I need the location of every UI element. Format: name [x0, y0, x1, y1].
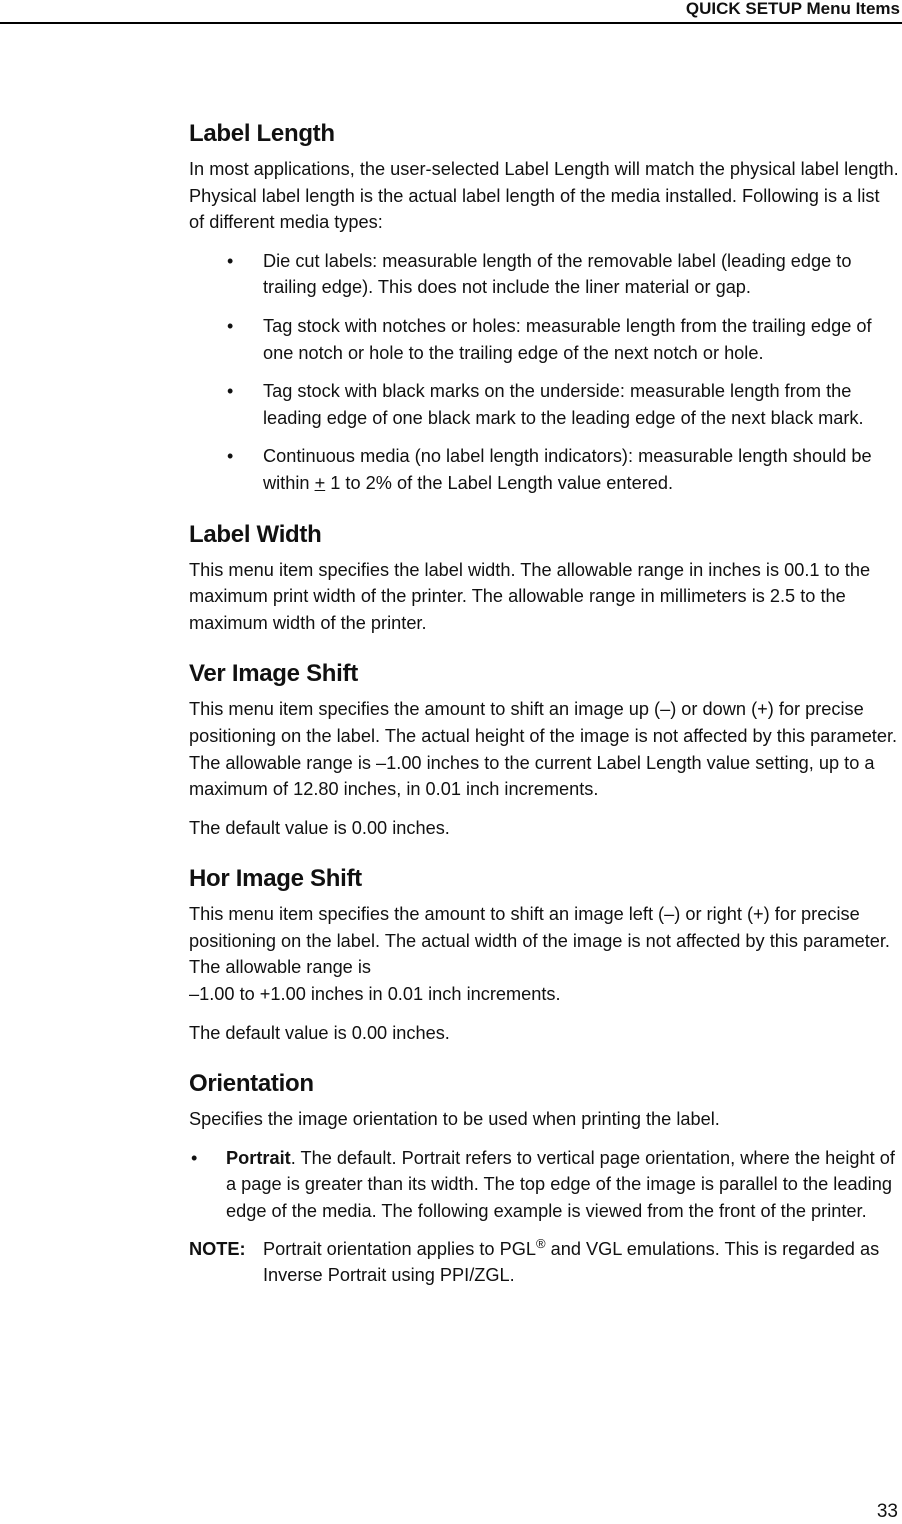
list-item [189, 443, 899, 496]
bullet-icon: • [227, 250, 234, 271]
note-label: NOTE: [189, 1238, 246, 1259]
plus-minus-symbol: + [314, 472, 326, 493]
orientation-list [189, 1145, 899, 1225]
section-ver-image-shift [189, 658, 899, 841]
orientation-intro: Specifies the image orientation to be used when printing the label. [189, 1109, 720, 1130]
heading-orientation: Orientation [189, 1070, 314, 1098]
header-title: QUICK SETUP Menu Items [685, 0, 900, 18]
registered-symbol: ® [535, 1235, 546, 1251]
section-label-width [189, 519, 899, 637]
bullet-icon: • [227, 381, 234, 402]
heading-label-length: Label Length [189, 120, 335, 147]
bullet-icon: • [227, 446, 234, 467]
list-item [189, 248, 899, 301]
page-header [0, 0, 902, 24]
page-content [189, 118, 899, 1311]
list-item-text: Tag stock with black marks on the underside: measurable length from the leading edge of one black mark to the leading edge of the next black mark. [263, 381, 864, 428]
note-text: Portrait orientation applies to PGL® and VGL emulations. This is regarded as Inverse Portrait using PPI/ZGL. [263, 1235, 880, 1286]
list-item-text: Continuous media (no label length indicators): measurable length should be within + 1 to 2% of the Label Length value entered. [263, 446, 872, 493]
portrait-term: Portrait [226, 1147, 291, 1168]
note [189, 1236, 899, 1289]
heading-label-width: Label Width [189, 520, 322, 548]
section-hor-image-shift [189, 863, 899, 1046]
media-types-list [189, 248, 899, 497]
heading-hor-image-shift: Hor Image Shift [189, 865, 362, 893]
section-label-length [189, 118, 899, 497]
list-item-text: Tag stock with notches or holes: measurable length from the trailing edge of one notch or hole to the trailing edge of the next notch or hole. [263, 315, 872, 363]
label-length-intro: In most applications, the user-selected Label Length will match the physical label length. Physical label length is the actual label length of the media installed. Following is a list of different media types: [189, 159, 899, 233]
list-item [189, 1145, 899, 1225]
ver-image-shift-body: This menu item specifies the amount to shift an image up (–) or down (+) for precise positioning on the label. The actual height of the image is not affected by this parameter. The allowable range is –1.00 inches to the current Label Length value setting, up to a maximum of 12.80 inches, in 0.01 inch increments. [189, 699, 898, 800]
hor-image-shift-body: This menu item specifies the amount to shift an image left (–) or right (+) for precise positioning on the label. The actual width of the image is not affected by this parameter. The allowable range is –1.00 to +1.00 inches in 0.01 inch increments. [189, 904, 890, 1005]
list-item-text: Die cut labels: measurable length of the removable label (leading edge to trailing edge). This does not include the liner material or gap. [263, 250, 852, 298]
hor-image-shift-default: The default value is 0.00 inches. [189, 1022, 450, 1043]
bullet-icon: • [191, 1147, 198, 1168]
heading-ver-image-shift: Ver Image Shift [189, 660, 358, 688]
page-number: 33 [876, 1501, 898, 1522]
list-item [189, 378, 899, 431]
label-width-body: This menu item specifies the label width. The allowable range in inches is 00.1 to the maximum print width of the printer. The allowable range in millimeters is 2.5 to the maximum width of the printer. [189, 559, 871, 633]
list-item-text: Portrait. The default. Portrait refers to vertical page orientation, where the height of a page is greater than its width. The top edge of the image is parallel to the leading edge of the media. The following example is viewed from the front of the printer. [226, 1147, 895, 1222]
bullet-icon: • [227, 315, 234, 336]
section-orientation [189, 1068, 899, 1289]
list-item [189, 313, 899, 366]
ver-image-shift-default: The default value is 0.00 inches. [189, 817, 450, 838]
